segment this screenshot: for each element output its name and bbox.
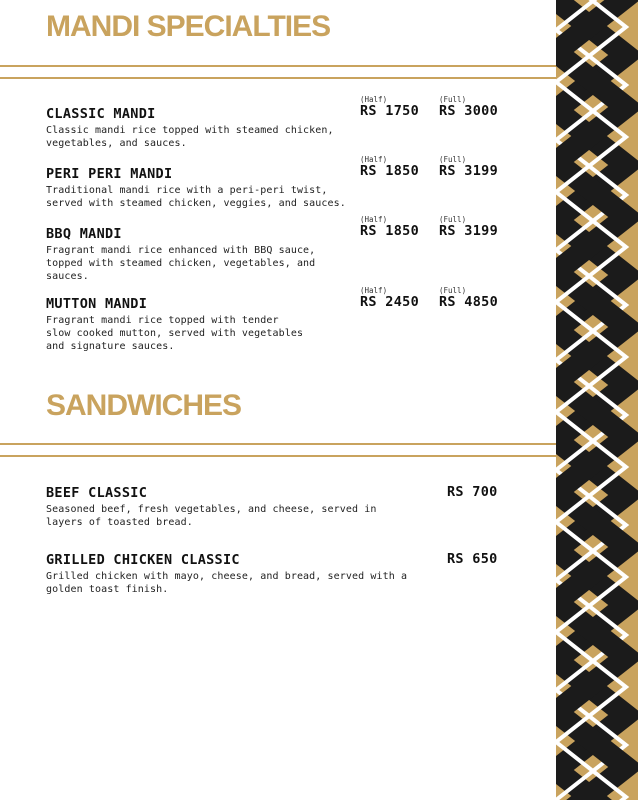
half-price: RS 1750 <box>360 103 419 119</box>
half-price-mutton-mandi <box>360 286 419 310</box>
menu-item-mutton-mandi <box>46 296 306 353</box>
full-label: (Full) <box>439 286 467 295</box>
half-label: (Half) <box>360 95 388 104</box>
half-label: (Half) <box>360 215 388 224</box>
half-price-bbq-mandi <box>360 215 419 239</box>
full-price: RS 4850 <box>439 294 498 310</box>
item-description: Fragrant mandi rice enhanced with BBQ sauce, topped with steamed chicken, vegetables, and sauces. <box>46 245 316 282</box>
item-name: BEEF CLASSIC <box>46 485 148 501</box>
full-price-peri-peri-mandi <box>439 155 498 179</box>
price-grilled-chicken-classic <box>447 552 498 567</box>
sandwiches-divider <box>0 443 556 457</box>
half-price: RS 2450 <box>360 294 419 310</box>
full-price: RS 3199 <box>439 223 498 239</box>
mandi-section-title: MANDI SPECIALTIES <box>46 10 331 43</box>
item-price: RS 700 <box>447 484 498 500</box>
full-price-mutton-mandi <box>439 286 498 310</box>
half-price: RS 1850 <box>360 163 419 179</box>
half-label: (Half) <box>360 286 388 295</box>
zigzag-border-pattern <box>556 0 638 800</box>
item-name: GRILLED CHICKEN CLASSIC <box>46 552 240 568</box>
menu-item-peri-peri-mandi <box>46 166 346 210</box>
item-description: Classic mandi rice topped with steamed chicken, vegetables, and sauces. <box>46 125 334 149</box>
full-price-bbq-mandi <box>439 215 498 239</box>
sandwiches-section-title: SANDWICHES <box>46 389 242 422</box>
half-price: RS 1850 <box>360 223 419 239</box>
mandi-divider <box>0 65 556 79</box>
item-name: PERI PERI MANDI <box>46 166 173 182</box>
full-price: RS 3199 <box>439 163 498 179</box>
item-description: Grilled chicken with mayo, cheese, and bread, served with a golden toast finish. <box>46 571 408 595</box>
item-price: RS 650 <box>447 551 498 567</box>
full-price: RS 3000 <box>439 103 498 119</box>
menu-item-grilled-chicken-classic <box>46 552 431 596</box>
item-description: Seasoned beef, fresh vegetables, and cheese, served in layers of toasted bread. <box>46 504 377 528</box>
full-label: (Full) <box>439 95 467 104</box>
item-name: MUTTON MANDI <box>46 296 148 312</box>
menu-item-classic-mandi <box>46 106 346 150</box>
price-beef-classic <box>447 485 498 500</box>
half-price-peri-peri-mandi <box>360 155 419 179</box>
half-label: (Half) <box>360 155 388 164</box>
item-description: Fragrant mandi rice topped with tender slow cooked mutton, served with vegetables and signature sauces. <box>46 315 304 352</box>
full-label: (Full) <box>439 215 467 224</box>
menu-item-bbq-mandi <box>46 226 321 283</box>
full-label: (Full) <box>439 155 467 164</box>
item-name: CLASSIC MANDI <box>46 106 156 122</box>
item-name: BBQ MANDI <box>46 226 122 242</box>
menu-item-beef-classic <box>46 485 406 529</box>
item-description: Traditional mandi rice with a peri-peri twist, served with steamed chicken, veggies, and sauces. <box>46 185 346 209</box>
full-price-classic-mandi <box>439 95 498 119</box>
half-price-classic-mandi <box>360 95 419 119</box>
